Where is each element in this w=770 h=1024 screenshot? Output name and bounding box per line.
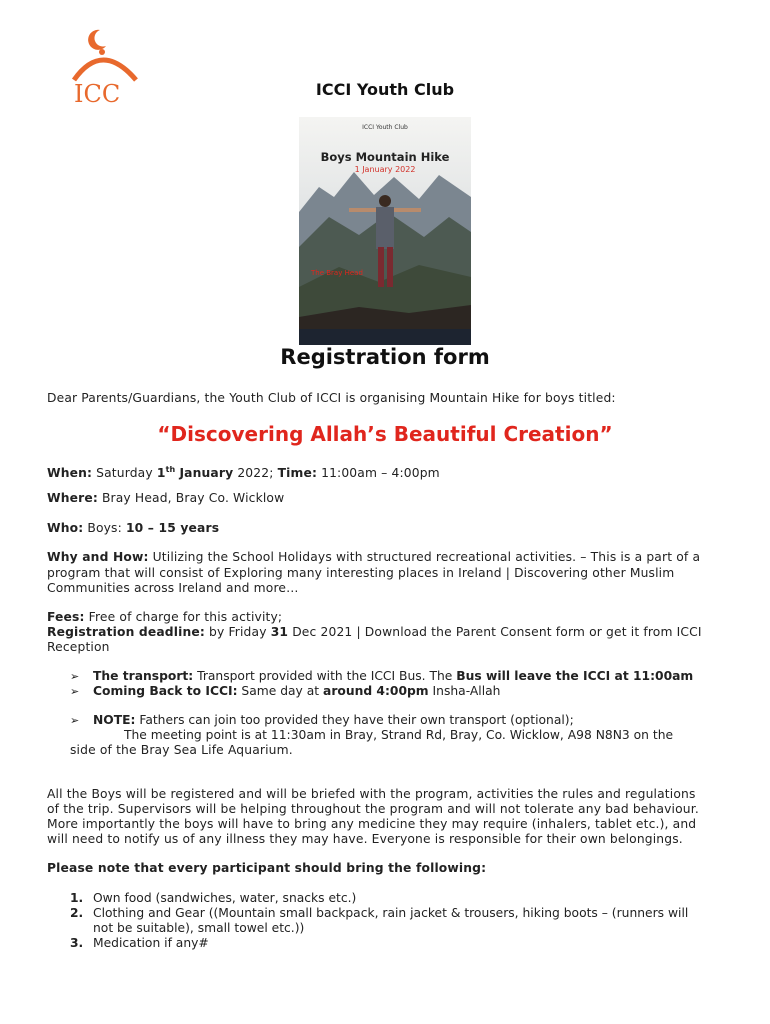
where-value: Bray Head, Bray Co. Wicklow xyxy=(101,491,285,505)
rules-line-1: All the Boys will be registered and will be briefed with the program, activities the rules and regulations xyxy=(47,787,696,801)
why-line-2: program that will consist of Exploring many interesting places in Ireland | Discovering other Muslim xyxy=(47,566,675,580)
why-line-1 xyxy=(47,550,723,565)
intro-text: Dear Parents/Guardians, the Youth Club of ICCI is organising Mountain Hike for boys titled: xyxy=(47,391,616,405)
who-label: Who: xyxy=(47,521,84,535)
svg-text:ICC: ICC xyxy=(74,80,121,108)
transport-item xyxy=(93,669,725,684)
time-label: Time: xyxy=(277,466,318,481)
where-line xyxy=(47,491,723,506)
time-value: 11:00am – 4:00pm xyxy=(321,466,440,481)
deadline-line xyxy=(47,625,723,640)
back-text: Same day at xyxy=(241,684,320,698)
note-label: NOTE: xyxy=(93,713,136,727)
svg-text:ICCI Youth Club: ICCI Youth Club xyxy=(362,124,408,131)
page-title: ICCI Youth Club xyxy=(315,80,455,99)
svg-text:1 January 2022: 1 January 2022 xyxy=(354,165,416,174)
list-item-continued: not be suitable), small towel etc.)) xyxy=(93,921,305,935)
rules-line-2: of the trip. Supervisors will be helping throughout the program and will not tolerate any bad behaviour. xyxy=(47,802,699,816)
back-label: Coming Back to ICCI: xyxy=(93,684,238,698)
fees-label: Fees: xyxy=(47,610,85,624)
form-title: Registration form xyxy=(280,345,490,369)
when-date-num: 1 xyxy=(156,466,166,481)
hike-poster-image xyxy=(299,117,471,345)
why-line-3: Communities across Ireland and more… xyxy=(47,581,299,595)
deadline-line-2: Reception xyxy=(47,640,110,654)
bring-heading: Please note that every participant should bring the following: xyxy=(47,861,487,875)
fees-value: Free of charge for this activity; xyxy=(88,610,283,624)
arrow-bullet-icon: ➢ xyxy=(70,685,80,698)
deadline-label: Registration deadline: xyxy=(47,625,205,639)
when-date-sup: th xyxy=(165,465,176,474)
why-label: Why and How: xyxy=(47,550,149,564)
svg-text:The Bray Head: The Bray Head xyxy=(311,269,363,277)
rules-line-3: More importantly the boys will have to bring any medicine they may require (inhalers, tablet etc.), and xyxy=(47,817,697,831)
note-line-2: The meeting point is at 11:30am in Bray, Strand Rd, Bray, Co. Wicklow, A98 N8N3 on the xyxy=(124,728,674,742)
back-tail: Insha-Allah xyxy=(432,684,501,698)
list-item: Own food (sandwiches, water, snacks etc.) xyxy=(93,891,357,905)
back-bold: around 4:00pm xyxy=(323,684,429,698)
fees-line xyxy=(47,610,723,625)
item-number: 1. xyxy=(70,891,84,905)
item-number: 3. xyxy=(70,936,84,950)
item-number: 2. xyxy=(70,906,84,920)
list-item: Clothing and Gear ((Mountain small backpack, rain jacket & trousers, hiking boots – (runners will xyxy=(93,906,689,920)
why-text-1: Utilizing the School Holidays with structured recreational activities. – This is a part of a xyxy=(152,550,701,564)
note-text: Fathers can join too provided they have their own transport (optional); xyxy=(139,713,574,727)
event-title: “Discovering Allah’s Beautiful Creation” xyxy=(157,422,613,446)
when-day: Saturday xyxy=(96,466,153,481)
who-value: 10 – 15 years xyxy=(125,521,220,535)
who-line xyxy=(47,521,723,536)
deadline-day: 31 xyxy=(270,625,289,639)
when-label: When: xyxy=(47,466,93,481)
coming-back-item xyxy=(93,684,725,699)
who-prefix: Boys: xyxy=(87,521,122,535)
svg-text:Boys Mountain Hike: Boys Mountain Hike xyxy=(320,150,450,164)
when-line xyxy=(47,462,723,481)
transport-bold: Bus will leave the ICCI at 11:00am xyxy=(456,669,694,683)
where-label: Where: xyxy=(47,491,98,505)
list-item: Medication if any# xyxy=(93,936,209,950)
note-item xyxy=(93,713,725,728)
rules-line-4: will need to notify us of any illness they may have. Everyone is responsible for their own belongings. xyxy=(47,832,683,846)
arrow-bullet-icon: ➢ xyxy=(70,714,80,727)
arrow-bullet-icon: ➢ xyxy=(70,670,80,683)
note-line-3: side of the Bray Sea Life Aquarium. xyxy=(70,743,293,757)
when-year: 2022; xyxy=(237,466,274,481)
deadline-pre: by Friday xyxy=(209,625,267,639)
transport-label: The transport: xyxy=(93,669,194,683)
transport-text: Transport provided with the ICCI Bus. The xyxy=(197,669,453,683)
when-month: January xyxy=(179,466,234,481)
deadline-post: Dec 2021 | Download the Parent Consent form or get it from ICCI xyxy=(292,625,702,639)
